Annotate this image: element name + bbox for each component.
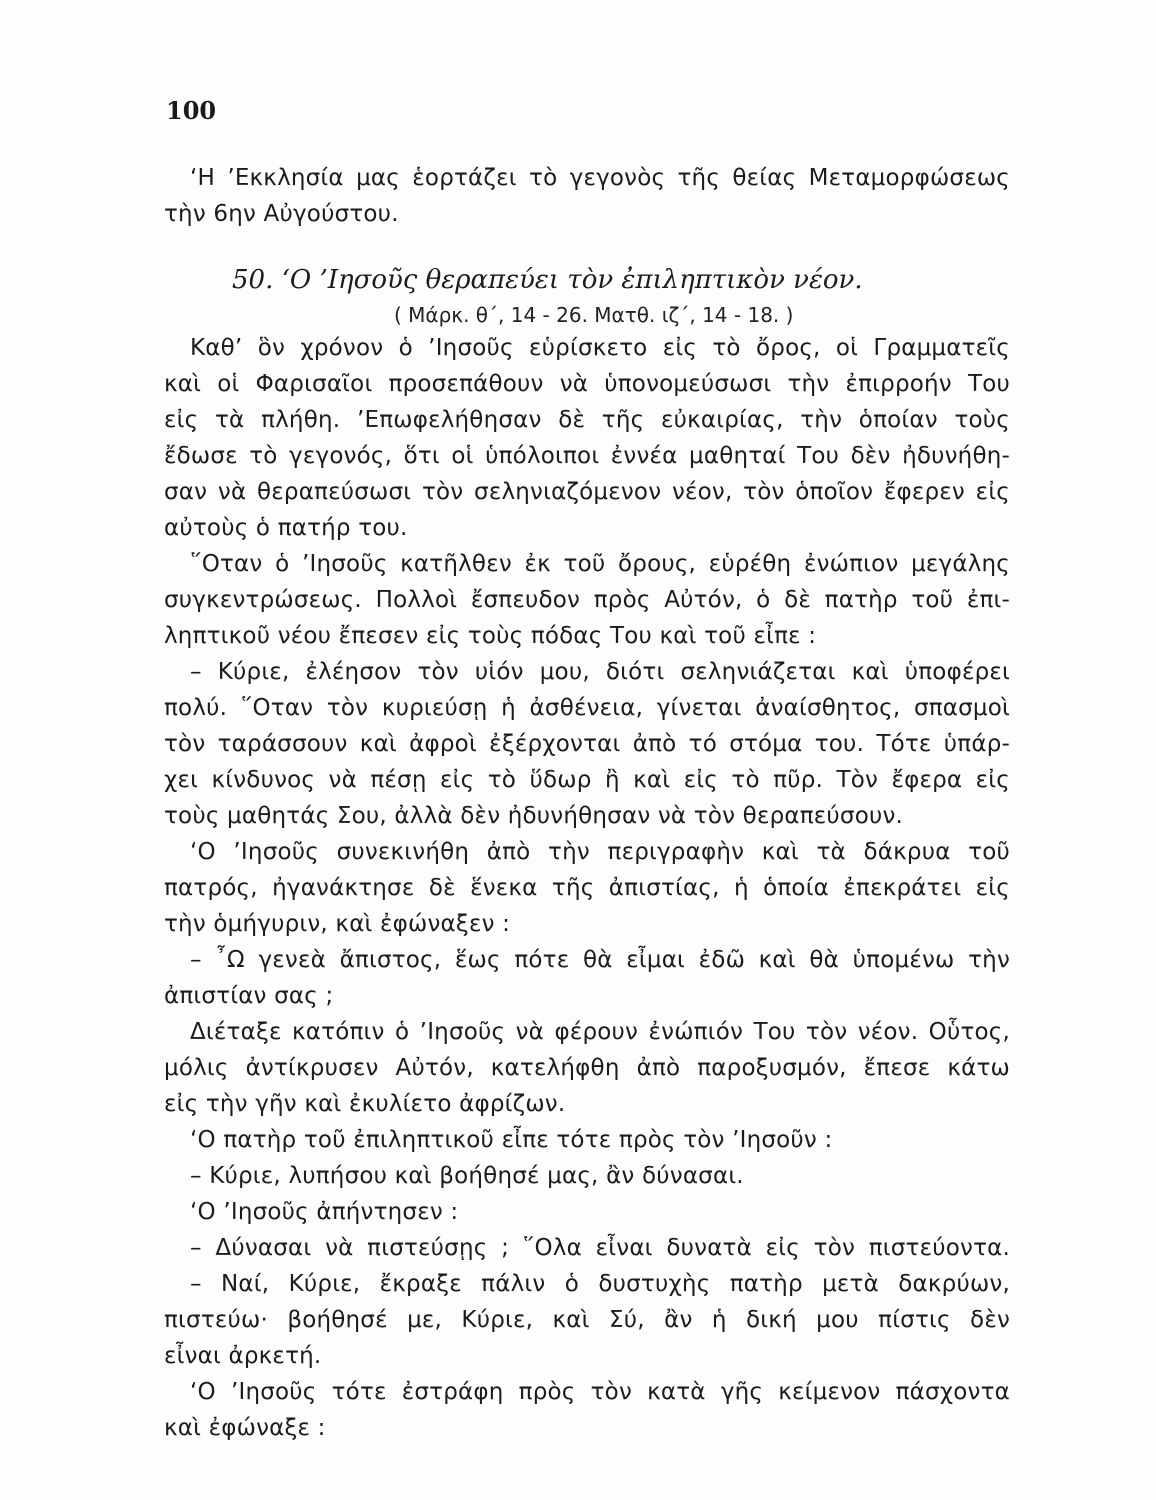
text-line: πιστεύω· βοήθησέ με, Κύριε, καὶ Σύ, ἂν ἡ δική μου πίστις δὲν xyxy=(164,1307,1010,1333)
text-line: τὴν 6ην Αὐγούστου. xyxy=(164,201,399,227)
paragraph xyxy=(164,330,1010,546)
text-line: εἶναι ἀρκετή. xyxy=(164,1343,322,1369)
text-line: Διέταξε κατόπιν ὁ ’Ιησοῦς νὰ φέρουν ἐνώπιόν Του τὸν νέον. Οὗτος, xyxy=(190,1019,1010,1045)
paragraph xyxy=(164,1374,1010,1446)
text-line: συγκεντρώσεως. Πολλοὶ ἔσπευδον πρὸς Αὐτόν, ὁ δὲ πατὴρ τοῦ ἐπι- xyxy=(164,587,1010,613)
text-line: ‘Ο ’Ιησοῦς τότε ἐστράφη πρὸς τὸν κατὰ γῆς κείμενον πάσχοντα xyxy=(190,1379,1010,1405)
text-line: μόλις ἀντίκρυσεν Αὐτόν, κατελήφθη ἀπὸ παροξυσμόν, ἔπεσε κάτω xyxy=(164,1055,1010,1081)
text-line: ἔδωσε τὸ γεγονός, ὅτι οἱ ὑπόλοιποι ἐννέα μαθηταί Του δὲν ἠδυνήθη- xyxy=(164,443,1010,469)
text-line: τὸν ταράσσουν καὶ ἀφροὶ ἐξέρχονται ἀπὸ τό στόμα του. Τότε ὑπάρ- xyxy=(164,731,1010,757)
text-line: ‘Η ’Εκκλησία μας ἑορτάζει τὸ γεγονὸς τῆς θείας Μεταμορφώσεως xyxy=(190,165,1010,191)
text-line: ἀπιστίαν σας ; xyxy=(164,983,334,1009)
text-line: ‘Ο ’Ιησοῦς συνεκινήθη ἀπὸ τὴν περιγραφὴν καὶ τὰ δάκρυα τοῦ xyxy=(190,839,1010,865)
text-line: ληπτικοῦ νέου ἔπεσεν εἰς τοὺς πόδας Του καὶ τοῦ εἶπε : xyxy=(164,623,817,649)
paragraph xyxy=(164,942,1010,1014)
text-line: – ῏Ω γενεὰ ἄπιστος, ἕως πότε θὰ εἶμαι ἐδῶ καὶ θὰ ὑπομένω τὴν xyxy=(190,947,1010,973)
text-line: καὶ οἱ Φαρισαῖοι προσεπάθουν νὰ ὑπονομεύσωσι τὴν ἐπιρροήν Του xyxy=(164,371,1010,397)
text-line: πατρός, ἠγανάκτησε δὲ ἕνεκα τῆς ἀπιστίας, ἡ ὁποία ἐπεκράτει εἰς xyxy=(164,875,1010,901)
text-line: τοὺς μαθητάς Σου, ἀλλὰ δὲν ἠδυνήθησαν νὰ τὸν θεραπεύσουν. xyxy=(164,803,904,829)
paragraph xyxy=(164,654,1010,834)
text-line: εἰς τὰ πλήθη. ’Επωφελήθησαν δὲ τῆς εὐκαιρίας, τὴν ὁποίαν τοὺς xyxy=(164,407,1010,433)
paragraph xyxy=(164,1266,1010,1374)
paragraph xyxy=(164,1194,1010,1230)
text-line: ‘Ο πατὴρ τοῦ ἐπιληπτικοῦ εἶπε τότε πρὸς τὸν ’Ιησοῦν : xyxy=(190,1127,833,1153)
text-line: – Δύνασαι νὰ πιστεύσῃς ; ῞Ολα εἶναι δυνατὰ εἰς τὸν πιστεύοντα. xyxy=(190,1235,1010,1261)
paragraph xyxy=(164,834,1010,942)
paragraph xyxy=(164,1014,1010,1122)
page-number: 100 xyxy=(166,96,217,125)
text-line: ῞Οταν ὁ ’Ιησοῦς κατῆλθεν ἐκ τοῦ ὄρους, εὑρέθη ἐνώπιον μεγάλης xyxy=(190,551,1010,577)
paragraph xyxy=(164,1158,1010,1194)
text-line: χει κίνδυνος νὰ πέσῃ εἰς τὸ ὕδωρ ἢ καὶ εἰς τὸ πῦρ. Τὸν ἔφερα εἰς xyxy=(164,767,1010,793)
text-line: αὐτοὺς ὁ πατήρ του. xyxy=(164,515,408,541)
scripture-reference: ( Μάρκ. θ΄, 14 - 26. Ματθ. ιζ΄, 14 - 18. ) xyxy=(394,303,794,327)
paragraph xyxy=(164,1122,1010,1158)
text-line: Καθ’ ὃν χρόνον ὁ ’Ιησοῦς εὑρίσκετο εἰς τὸ ὄρος, οἱ Γραμματεῖς xyxy=(190,335,1010,361)
text-line: – Κύριε, λυπήσου καὶ βοήθησέ μας, ἂν δύνασαι. xyxy=(190,1163,744,1189)
intro-paragraph xyxy=(164,160,1010,232)
paragraph xyxy=(164,1230,1010,1266)
text-line: – Κύριε, ἐλέησον τὸν υἱόν μου, διότι σεληνιάζεται καὶ ὑποφέρει xyxy=(190,659,1010,685)
text-line: ‘Ο ’Ιησοῦς ἀπήντησεν : xyxy=(190,1199,459,1225)
text-line: – Ναί, Κύριε, ἔκραξε πάλιν ὁ δυστυχὴς πατὴρ μετὰ δακρύων, xyxy=(190,1271,1010,1297)
text-line: πολύ. ῞Οταν τὸν κυριεύσῃ ἡ ἀσθένεια, γίνεται ἀναίσθητος, σπασμοὶ xyxy=(164,695,1010,721)
body-text xyxy=(164,160,1010,1446)
section-title: 50. ‘Ο ’Ιησοῦς θεραπεύει τὸν ἐπιληπτικὸν νέον. xyxy=(232,265,863,295)
text-line: σαν νὰ θεραπεύσωσι τὸν σεληνιαζόμενον νέον, τὸν ὁποῖον ἔφερεν εἰς xyxy=(164,479,1010,505)
text-line: εἰς τὴν γῆν καὶ ἐκυλίετο ἀφρίζων. xyxy=(164,1091,566,1117)
paragraph xyxy=(164,546,1010,654)
text-line: τὴν ὁμήγυριν, καὶ ἐφώναξεν : xyxy=(164,911,511,937)
text-line: καὶ ἐφώναξε : xyxy=(164,1415,326,1441)
